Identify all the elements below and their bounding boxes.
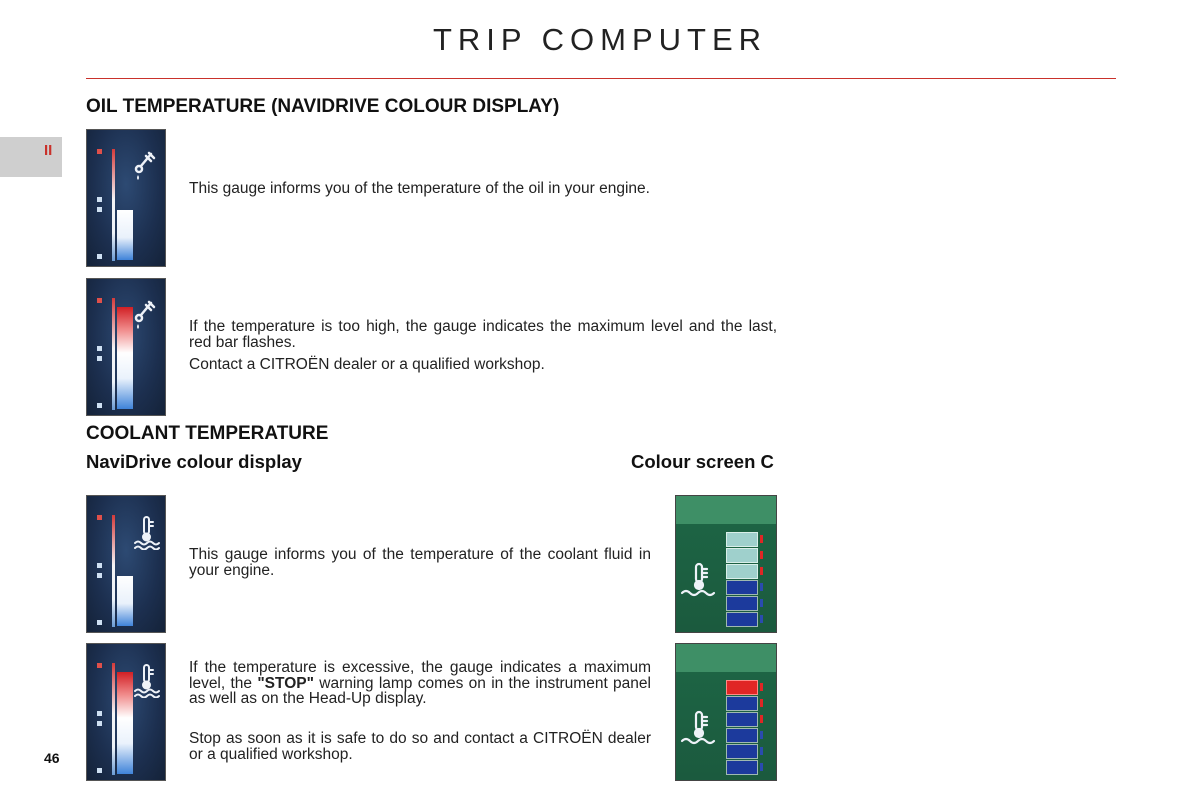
coolant-thermometer-icon (133, 514, 161, 550)
segment-indicator-tick (760, 551, 763, 559)
coolant-segment (726, 548, 758, 563)
coolant-segment (726, 728, 758, 743)
oil-gauge-level-bar (117, 307, 133, 409)
coolant-temperature-heading: COOLANT TEMPERATURE (86, 423, 329, 444)
coolant-segment (726, 580, 758, 595)
coolant-excessive-text-1: If the temperature is excessive, the gauge indicates a maximum level, the (189, 659, 651, 692)
coolant-normal-description: This gauge informs you of the temperature of the coolant fluid in your engine. (189, 546, 651, 579)
page-number: 46 (44, 750, 60, 766)
segment-indicator-tick (760, 683, 763, 691)
coolant-thermometer-icon (680, 710, 720, 750)
coolant-gauge-level-bar (117, 576, 133, 626)
colour-screen-c-normal (675, 495, 777, 633)
segment-indicator-tick (760, 731, 763, 739)
stop-warning-label: "STOP" (257, 674, 314, 692)
coolant-gauge-level-bar (117, 672, 133, 774)
oil-temperature-heading: OIL TEMPERATURE (NAVIDRIVE COLOUR DISPLAY) (86, 96, 560, 117)
oil-normal-description: This gauge informs you of the temperature of the oil in your engine. (189, 180, 650, 197)
chapter-tab (0, 137, 62, 177)
segment-indicator-tick (760, 715, 763, 723)
coolant-segment (726, 760, 758, 775)
coolant-segment (726, 680, 758, 695)
coolant-segment (726, 744, 758, 759)
segment-indicator-tick (760, 747, 763, 755)
coolant-segment (726, 532, 758, 547)
segment-indicator-tick (760, 583, 763, 591)
oil-high-description: If the temperature is too high, the gauge indicates the maximum level and the last, red bar flashes. (189, 318, 777, 351)
segment-indicator-tick (760, 763, 763, 771)
segment-indicator-tick (760, 567, 763, 575)
coolant-gauge-normal (86, 495, 166, 633)
title-divider (86, 78, 1116, 79)
coolant-stop-description: Stop as soon as it is safe to do so and contact a CITROËN dealer or a qualified workshop. (189, 730, 651, 763)
coolant-segment (726, 612, 758, 627)
segment-indicator-tick (760, 699, 763, 707)
oil-contact-description: Contact a CITROËN dealer or a qualified workshop. (189, 356, 545, 373)
coolant-segment (726, 596, 758, 611)
coolant-segment (726, 712, 758, 727)
oil-can-icon (133, 148, 157, 184)
coolant-excessive-description (189, 660, 651, 707)
oil-gauge-level-bar (117, 210, 133, 260)
colour-screen-c-label: Colour screen C (631, 451, 774, 472)
segment-indicator-tick (760, 535, 763, 543)
navidrive-display-label: NaviDrive colour display (86, 451, 302, 472)
segment-indicator-tick (760, 615, 763, 623)
oil-gauge-high (86, 278, 166, 416)
coolant-gauge-high (86, 643, 166, 781)
coolant-thermometer-icon (680, 562, 720, 602)
coolant-thermometer-icon (133, 662, 161, 698)
oil-gauge-normal (86, 129, 166, 267)
segment-indicator-tick (760, 599, 763, 607)
colour-screen-c-high (675, 643, 777, 781)
chapter-number: II (44, 142, 53, 159)
page-title: TRIP COMPUTER (432, 22, 768, 57)
oil-can-icon (133, 297, 157, 333)
coolant-segment (726, 564, 758, 579)
coolant-excessive-text-2: warning lamp comes on in the instrument panel as well as on the Head-Up display. (189, 674, 651, 707)
coolant-segment (726, 696, 758, 711)
